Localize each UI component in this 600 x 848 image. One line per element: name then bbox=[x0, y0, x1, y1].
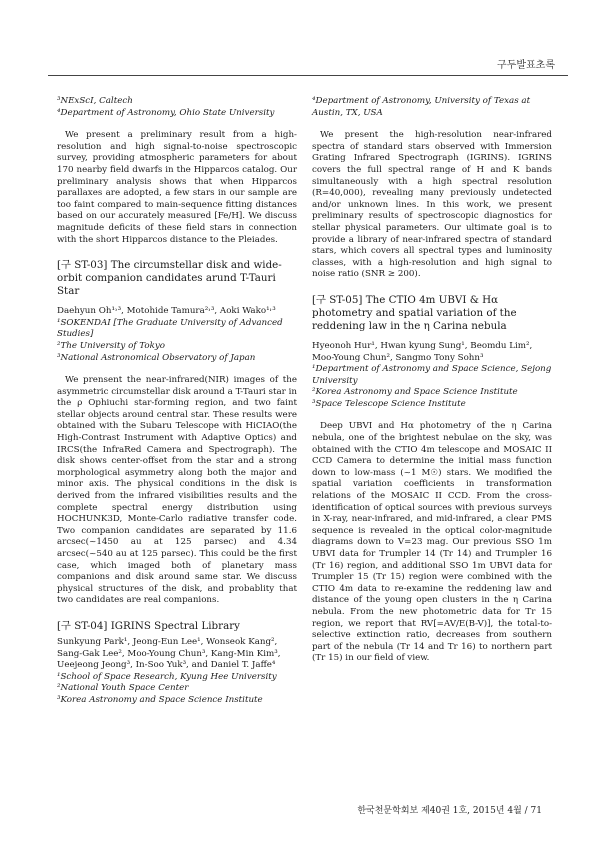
abstract-title-st05: [구 ST-05] The CTIO 4m UBVI & Hα photometry and spatial variation of the reddening law in the η Carina nebula bbox=[312, 293, 517, 332]
affiliation: ⁴Department of Astronomy, Ohio State University bbox=[57, 107, 275, 118]
author-list: Daehyun Oh¹˒³, Motohide Tamura²˒³, Aoki Wako¹˒³ bbox=[57, 306, 276, 317]
affiliation: ²The University of Tokyo bbox=[57, 340, 166, 351]
header-rule bbox=[48, 75, 568, 76]
section-label: 구두발표초록 bbox=[497, 60, 555, 71]
abstract-text: Deep UBVI and Hα photometry of the η Carina nebula, one of the brightest nebulae on the sky, was obtained with the CTIO 4m telescope and MOSAIC II CCD Camera to determine the initial mass function down to low-mass (~1 M☉) stars. We modified the spatial variation coefficients in transformation relations of the MOSAIC II CCD. From the cross-identification of optical sources with previous surveys in X-ray, near-infrared, and mid-infrared, a clear PMS sequence is revealed in the optical color-magnitude diagrams down to V=23 mag. Our previous SSO 1m UBVI data for Trumpler 14 (Tr 14) and Trumpler 16 (Tr 16) region, and additional SSO 1m UBVI data for Trumpler 15 (Tr 15) region were combined with the CTIO 4m data to re-examine the reddening law and distance of the young open clusters in the η Carina nebula. From the new photometric data for Tr 15 region, we report that RV[=AV/E(B-V)], the total-to-selective extinction ratio, decreases from southern part of the nebula (Tr 14 and Tr 16) to northern part (Tr 15) in our field of view. bbox=[312, 421, 552, 664]
left-column bbox=[57, 96, 297, 707]
affiliation: ³Space Telescope Science Institute bbox=[312, 398, 466, 409]
abstract-title-st03: [구 ST-03] The circumstellar disk and wide-orbit companion candidates arund T-Tauri Star bbox=[57, 259, 282, 298]
abstract-text: We prensent the near-infrared(NIR) images of the asymmetric circumstellar disk around a T-Tauri star in the ρ Ophiuchi star-forming region, and two faint stellar objects around central star. These results were obtained with the Subaru Telescope with HiCIAO(the High-Contrast Instrument with Adaptive Optics) and IRCS(the InfraRed Camera and Spectrograph). The disk shows center-offset from the star and a strong morphological asymmetry along both the major and minor axis. The physical conditions in the disk is derived from the infrared visibilities results and the complete spectral energy distribution using HOCHUNK3D, Monte-Carlo radiative transfer code. Two companion candidates are separated by 11.6 arcsec(~1450 au at 125 parsec) and 4.34 arcsec(~540 au at 125 parsec). This could be the first case, which imaged both of planetary mass companions and disk around same star. We discuss physical structures of the disk, and probablity that two candidates are real companions. bbox=[57, 375, 297, 606]
affiliation: ⁴Department of Astronomy, University of Texas at Austin, TX, USA bbox=[312, 96, 531, 118]
page-footer: 한국천문학회보 제40권 1호, 2015년 4월 / 71 bbox=[357, 806, 542, 816]
affiliation: ³Korea Astronomy and Space Science Institute bbox=[57, 694, 263, 705]
author-list: Hyeonoh Hur¹, Hwan kyung Sung¹, Beomdu Lim², Moo-Young Chun², Sangmo Tony Sohn³ bbox=[312, 340, 533, 363]
affiliation: ¹School of Space Research, Kyung Hee University bbox=[57, 671, 277, 682]
affiliation: ¹Department of Astronomy and Space Science, Sejong University bbox=[312, 364, 552, 386]
affiliation: ²National Youth Space Center bbox=[57, 683, 189, 694]
author-list: Sunkyung Park¹, Jeong-Eun Lee¹, Wonseok Kang², Sang-Gak Lee², Moo-Young Chun³, Kang-Min Kim³, Ueejeong Jeong³, In-Soo Yuk³, and Daniel T. Jaffe⁴ bbox=[57, 636, 281, 671]
abstract-text: We present a preliminary result from a high-resolution and high signal-to-noise spectroscopic survey, providing atmospheric parameters for about 170 nearby field dwarfs in the Hipparcos catalog. Our preliminary analysis shows that when Hipparcos parallaxes are adopted, a few stars in our sample are too faint compared to main-sequence fitting distances based on our accurately measured [Fe/H]. We discuss magnitude deficits of these field stars in connection with the short Hipparcos distance to the Pleiades. bbox=[57, 130, 297, 245]
affiliation: ³NExScI, Caltech bbox=[57, 96, 133, 106]
affiliation: ²Korea Astronomy and Space Science Institute bbox=[312, 387, 518, 398]
affiliation: ¹SOKENDAI [The Graduate University of Advanced Studies] bbox=[57, 317, 283, 340]
affiliation: ³National Astronomical Observatory of Japan bbox=[57, 352, 256, 363]
abstract-title-st04: [구 ST-04] IGRINS Spectral Library bbox=[57, 619, 240, 632]
right-column bbox=[312, 96, 552, 665]
abstract-text: We present the high-resolution near-infrared spectra of standard stars observed with Immersion Grating Infrared Spectrograph (IGRINS). IGRINS covers the full spectral range of H and K bands simultaneously with a high spectral resolution (R=40,000), revealing many previously undetected and/or unknown lines. In this work, we present preliminary results of spectroscopic diagnostics for stellar physical parameters. Our ultimate goal is to provide a library of near-infrared spectra of standard stars, which covers all spectral types and luminosity classes, with a high-resolution and high signal to noise ratio (SNR ≥ 200). bbox=[312, 130, 552, 280]
